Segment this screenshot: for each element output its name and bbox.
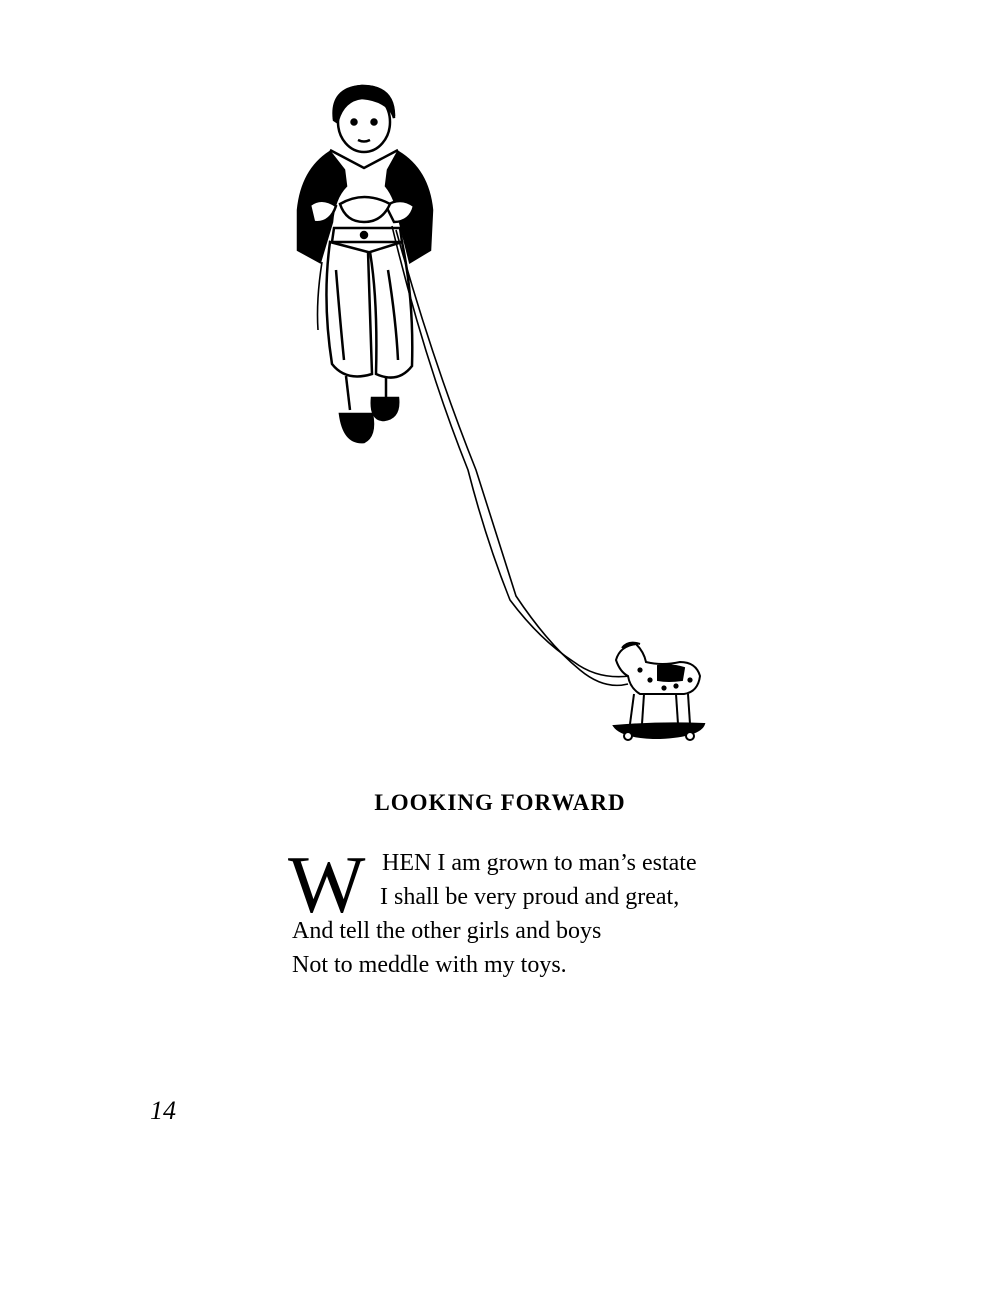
page-number: 14: [150, 1096, 176, 1125]
poem-line-1: HEN I am grown to man’s estate: [382, 850, 697, 876]
poem-line-3: And tell the other girls and boys: [292, 918, 602, 944]
poem-line-2: I shall be very proud and great,: [380, 884, 680, 910]
poem-line-4: Not to meddle with my toys.: [292, 952, 567, 978]
boy-figure: [298, 86, 432, 442]
poem-title: LOOKING FORWARD: [374, 790, 626, 815]
toy-horse: [614, 643, 704, 740]
drop-cap: W: [288, 839, 366, 930]
